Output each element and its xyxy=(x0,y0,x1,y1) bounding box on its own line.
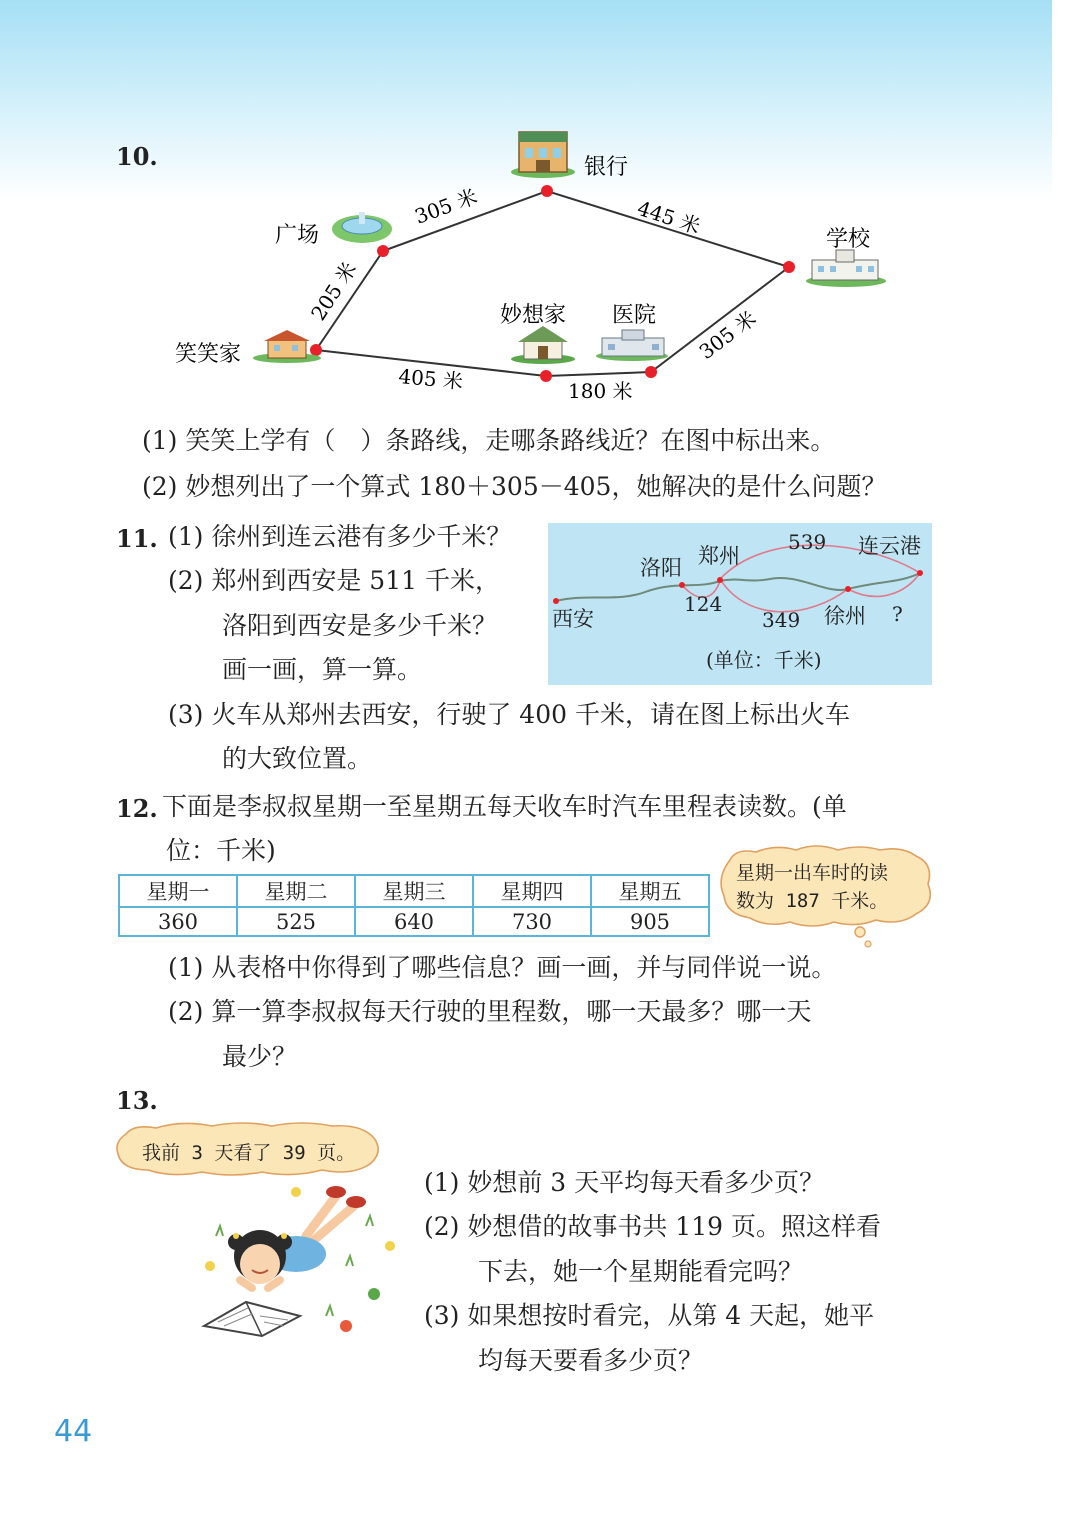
header-thursday: 星期四 xyxy=(473,875,591,907)
q12-sub2-line2: 最少？ xyxy=(222,1042,298,1071)
q13-bubble-text: 我前 3 天看了 39 页。 xyxy=(142,1142,356,1164)
q11-rail-map xyxy=(548,523,932,685)
xiaoxiao-house-icon xyxy=(253,330,321,363)
q12-number: 12. xyxy=(116,794,158,823)
value-thursday: 730 xyxy=(473,907,591,936)
q13-sub2-line1: (2) 妙想借的故事书共 119 页。照这样看 xyxy=(424,1212,881,1241)
miaoxiang-house-icon xyxy=(511,326,575,364)
label-xian: 西安 xyxy=(552,607,594,631)
label-bank: 银行 xyxy=(584,155,629,180)
dist-home-plaza: 205 米 xyxy=(306,257,362,325)
dist-539: 539 xyxy=(788,530,827,554)
q12-bubble-line1: 星期一出车时的读 xyxy=(736,862,889,884)
dist-miaoxiang-hospital: 180 米 xyxy=(568,379,633,403)
value-tuesday: 525 xyxy=(237,907,355,936)
q13-number: 13. xyxy=(116,1086,158,1115)
value-wednesday: 640 xyxy=(355,907,473,936)
label-xiaoxiao-home: 笑笑家 xyxy=(175,342,242,367)
q13-sub3-line2: 均每天要看多少页？ xyxy=(478,1346,704,1375)
label-plaza: 广场 xyxy=(275,223,320,248)
q12-sub1: (1) 从表格中你得到了哪些信息？画一画，并与同伴说一说。 xyxy=(168,953,837,982)
q11-number: 11. xyxy=(116,524,158,553)
dist-plaza-bank: 305 米 xyxy=(411,184,481,229)
header-wednesday: 星期三 xyxy=(355,875,473,907)
q11-rail-map-drawing xyxy=(548,523,932,685)
rail-line xyxy=(556,573,920,601)
q10-sub2: (2) 妙想列出了一个算式 180＋305－405，她解决的是什么问题？ xyxy=(142,472,887,501)
header-tuesday: 星期二 xyxy=(237,875,355,907)
table-row xyxy=(119,907,709,936)
bank-building-icon xyxy=(511,132,575,178)
dist-124: 124 xyxy=(684,592,723,616)
q10-number: 10. xyxy=(116,142,158,171)
value-monday: 360 xyxy=(119,907,237,936)
girl-reading-illustration xyxy=(196,1176,396,1346)
right-margin xyxy=(1052,0,1080,1527)
label-zhengzhou: 郑州 xyxy=(698,544,740,568)
school-building-icon xyxy=(806,250,886,287)
label-miaoxiang-home: 妙想家 xyxy=(500,303,567,328)
q13-sub1: (1) 妙想前 3 天平均每天看多少页？ xyxy=(424,1168,825,1197)
unit-label: (单位：千米) xyxy=(706,648,822,672)
label-xuzhou: 徐州 xyxy=(824,604,866,628)
q12-intro-line1: 下面是李叔叔星期一至星期五每天收车时汽车里程表读数。(单 xyxy=(162,792,847,821)
dist-bank-school: 445 米 xyxy=(634,195,704,239)
q12-bubble-line2: 数为 187 千米。 xyxy=(736,890,889,912)
dist-home-miaoxiang: 405 米 xyxy=(397,364,464,394)
q11-sub1: (1) 徐州到连云港有多少千米？ xyxy=(168,522,512,551)
header-monday: 星期一 xyxy=(119,875,237,907)
table-header-row xyxy=(119,875,709,907)
plaza-fountain-icon xyxy=(332,212,392,243)
q12-intro-line2: 位：千米) xyxy=(166,836,276,865)
q11-sub3-line1: (3) 火车从郑州去西安，行驶了 400 千米，请在图上标出火车 xyxy=(168,700,850,729)
unknown-distance: ? xyxy=(892,602,903,626)
dist-hospital-school: 305 米 xyxy=(694,305,761,364)
label-hospital: 医院 xyxy=(612,303,657,328)
q11-sub2-line3: 画一画，算一算。 xyxy=(222,655,423,684)
q11-sub2-line1: (2) 郑州到西安是 511 千米， xyxy=(168,566,500,595)
label-lianyungang: 连云港 xyxy=(858,534,921,558)
dist-349: 349 xyxy=(762,608,801,632)
hospital-building-icon xyxy=(596,330,668,361)
q11-sub2-line2: 洛阳到西安是多少千米？ xyxy=(222,611,498,640)
q13-sub2-line2: 下去，她一个星期能看完吗？ xyxy=(478,1257,804,1286)
page-number: 44 xyxy=(54,1414,93,1449)
q13-sub3-line1: (3) 如果想按时看完，从第 4 天起，她平 xyxy=(424,1301,875,1330)
value-friday: 905 xyxy=(591,907,709,936)
label-school: 学校 xyxy=(826,227,871,252)
q10-sub1: (1) 笑笑上学有（ ）条路线，走哪条路线近？在图中标出来。 xyxy=(142,426,836,455)
header-friday: 星期五 xyxy=(591,875,709,907)
q10-route-map xyxy=(0,120,1052,420)
q11-sub3-line2: 的大致位置。 xyxy=(222,744,373,773)
label-luoyang: 洛阳 xyxy=(640,556,682,580)
odometer-table xyxy=(118,874,710,937)
q12-sub2-line1: (2) 算一算李叔叔每天行驶的里程数，哪一天最多？哪一天 xyxy=(168,997,812,1026)
